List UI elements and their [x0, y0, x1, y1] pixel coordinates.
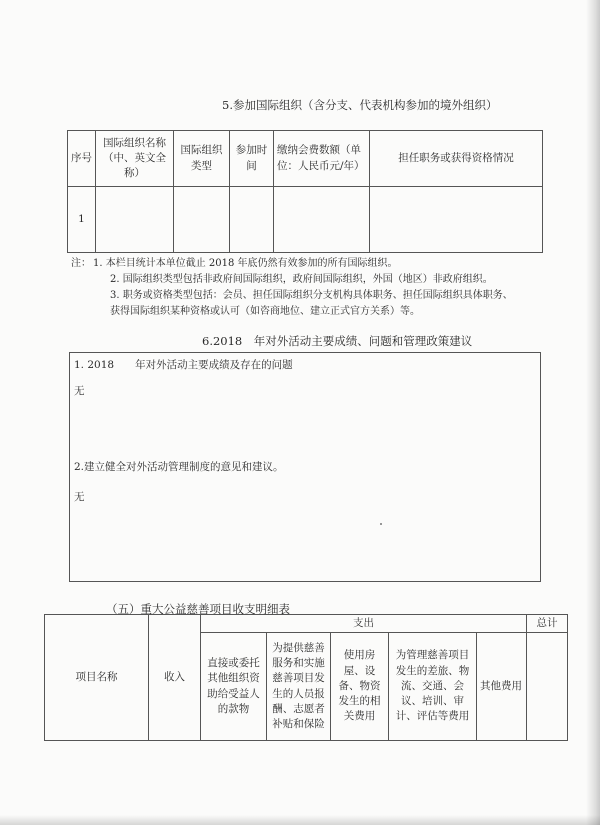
- note-3: 3. 职务或资格类型包括：会员、担任国际组织分支机构具体职务、担任国际组织具体职务、: [110, 290, 513, 301]
- table-row: [68, 187, 543, 253]
- header-position: 担任职务或获得资格情况: [370, 131, 543, 187]
- question-2: 2.建立健全对外活动管理制度的意见和建议。: [74, 461, 284, 473]
- header-direct-aid: 直接或委托其他组织资助给受益人的款物: [201, 633, 267, 741]
- scan-speck: [380, 523, 382, 525]
- scan-bottom-shadow: [0, 815, 600, 825]
- answer-1: 无: [74, 385, 85, 397]
- section-6-title: 6.2018 年对外活动主要成绩、问题和管理政策建议: [202, 334, 473, 348]
- header-expense: 支出: [201, 615, 527, 633]
- header-org-type: 国际组织类型: [174, 131, 230, 187]
- international-org-table: [67, 130, 543, 253]
- cell-seq: 1: [68, 187, 96, 253]
- header-total: 总计: [527, 615, 568, 633]
- cell-join-time: [230, 187, 274, 253]
- header-facility-cost: 使用房屋、设备、物资发生的相关费用: [331, 633, 389, 741]
- note-2: 2. 国际组织类型包括非政府间国际组织，政府间国际组织，外国（地区）非政府组织。: [110, 274, 493, 285]
- cell-org-name: [96, 187, 174, 253]
- charity-project-table: [44, 614, 568, 741]
- header-join-time: 参加时间: [230, 131, 274, 187]
- section-5-title: 5.参加国际组织（含分支、代表机构参加的境外组织）: [222, 98, 498, 112]
- answer-2: 无: [74, 491, 85, 503]
- notes-prefix: 注：: [71, 258, 91, 269]
- cell-org-type: [174, 187, 230, 253]
- header-income: 收入: [149, 615, 201, 741]
- header-management-cost: 为管理慈善项目发生的差旅、物流、交通、会议、培训、审计、评估等费用: [389, 633, 477, 741]
- header-fee: 缴纳会费数额（单位：人民币元/年）: [274, 131, 370, 187]
- header-personnel-cost: 为提供慈善服务和实施慈善项目发生的人员报酬、志愿者补贴和保险: [267, 633, 331, 741]
- note-1: 1. 本栏目统计本单位截止 2018 年底仍然有效参加的所有国际组织。: [93, 258, 398, 269]
- note-3-cont: 获得国际组织某种资格或认可（如咨商地位、建立正式官方关系）等。: [110, 306, 420, 317]
- cell-position: [370, 187, 543, 253]
- section-five-title: （五）重大公益慈善项目收支明细表: [106, 602, 290, 616]
- cell-fee: [274, 187, 370, 253]
- header-other-cost: 其他费用: [477, 633, 527, 741]
- question-1: 1. 2018 年对外活动主要成绩及存在的问题: [74, 359, 293, 371]
- header-project-name: 项目名称: [45, 615, 149, 741]
- header-org-name: 国际组织名称（中、英文全称）: [96, 131, 174, 187]
- header-seq: 序号: [68, 131, 96, 187]
- suggestions-box: [69, 352, 541, 582]
- scan-edge-shadow: [586, 0, 600, 825]
- cell-total: [527, 633, 568, 741]
